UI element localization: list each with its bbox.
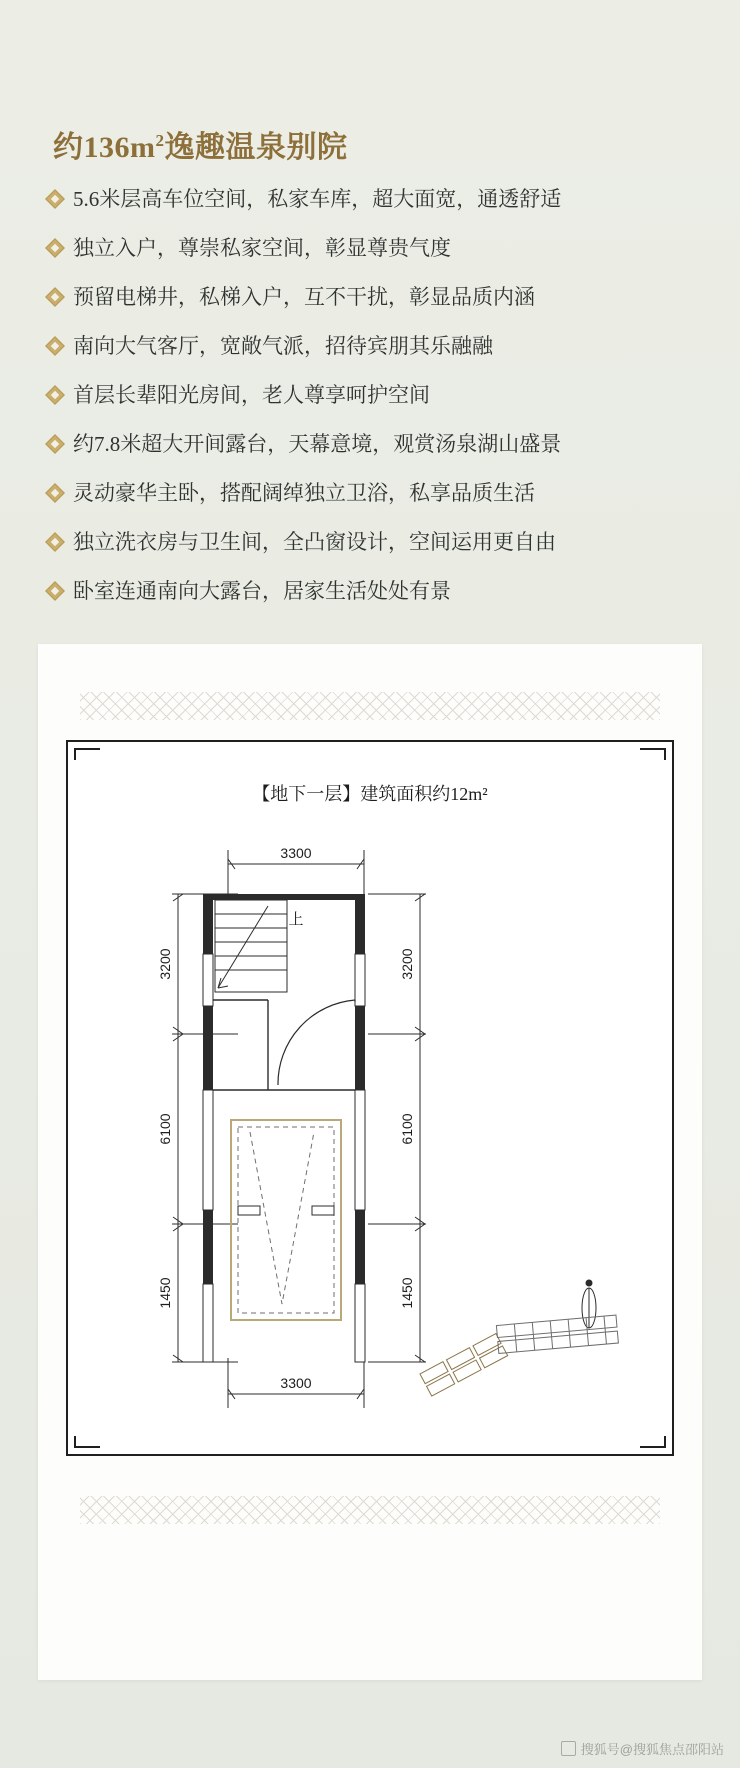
feature-text: 首层长辈阳光房间，老人尊享呵护空间 [73,383,430,407]
page-title-superscript: 2 [155,131,165,150]
dimension-right [368,894,426,1362]
page-title-suffix: 逸趣温泉别院 [164,131,348,164]
feature-text: 5.6米层高车位空间，私家车库，超大面宽，通透舒适 [73,187,562,211]
compass-icon [582,1280,596,1329]
diamond-bullet-icon [45,287,65,307]
feature-text: 约7.8米超大开间露台，天幕意境，观赏汤泉湖山盛景 [73,432,562,456]
svg-text:1450: 1450 [157,1277,173,1309]
floorplan-drawing [68,802,676,1452]
feature-text: 卧室连通南向大露台，居家生活处处有景 [73,579,451,603]
page-title [53,122,348,166]
diamond-bullet-icon [45,581,65,601]
svg-text:1450: 1450 [399,1277,415,1309]
svg-text:3200: 3200 [399,948,415,980]
garage-area [231,1120,341,1320]
svg-text:上: 上 [288,912,304,928]
diamond-bullet-icon [45,336,65,356]
list-item [48,185,688,234]
list-item [48,479,688,528]
floorplan-card [38,644,702,1680]
list-item [48,234,688,283]
diamond-bullet-icon [45,483,65,503]
lattice-ornament-top [80,692,660,720]
footer-text: 搜狐号@搜狐焦点邵阳站 [580,1742,724,1757]
list-item [48,528,688,577]
diamond-bullet-icon [45,189,65,209]
svg-text:6100: 6100 [157,1113,173,1145]
page-title-prefix: 约136m [53,131,156,164]
list-item [48,430,688,479]
feature-text: 南向大气客厅，宽敞气派，招待宾朋其乐融融 [73,334,493,358]
door-swing-symbol [278,1000,355,1085]
list-item [48,577,688,626]
svg-text:3300: 3300 [280,845,312,861]
feature-text: 独立洗衣房与卫生间，全凸窗设计，空间运用更自由 [73,530,556,554]
floorplan-frame [66,740,674,1456]
svg-text:3200: 3200 [157,948,173,980]
list-item [48,381,688,430]
feature-list [48,185,688,626]
feature-text: 预留电梯井，私梯入户，互不干扰，彰显品质内涵 [73,285,535,309]
frame-corner-icon [640,748,666,760]
lattice-ornament-bottom [80,1496,660,1524]
diamond-bullet-icon [45,385,65,405]
footer-watermark [561,1739,724,1758]
diamond-bullet-icon [45,434,65,454]
diamond-bullet-icon [45,532,65,552]
sohu-badge-icon [561,1741,576,1756]
diamond-bullet-icon [45,238,65,258]
staircase-symbol [215,900,287,992]
feature-text: 灵动豪华主卧，搭配阔绰独立卫浴，私享品质生活 [73,481,535,505]
svg-text:6100: 6100 [399,1113,415,1145]
svg-text:3300: 3300 [280,1375,312,1391]
list-item [48,283,688,332]
feature-text: 独立入户，尊崇私家空间，彰显尊贵气度 [73,236,451,260]
floorplan-title: 【地下一层】建筑面积约12m² [252,784,488,804]
frame-corner-icon [74,748,100,760]
list-item [48,332,688,381]
